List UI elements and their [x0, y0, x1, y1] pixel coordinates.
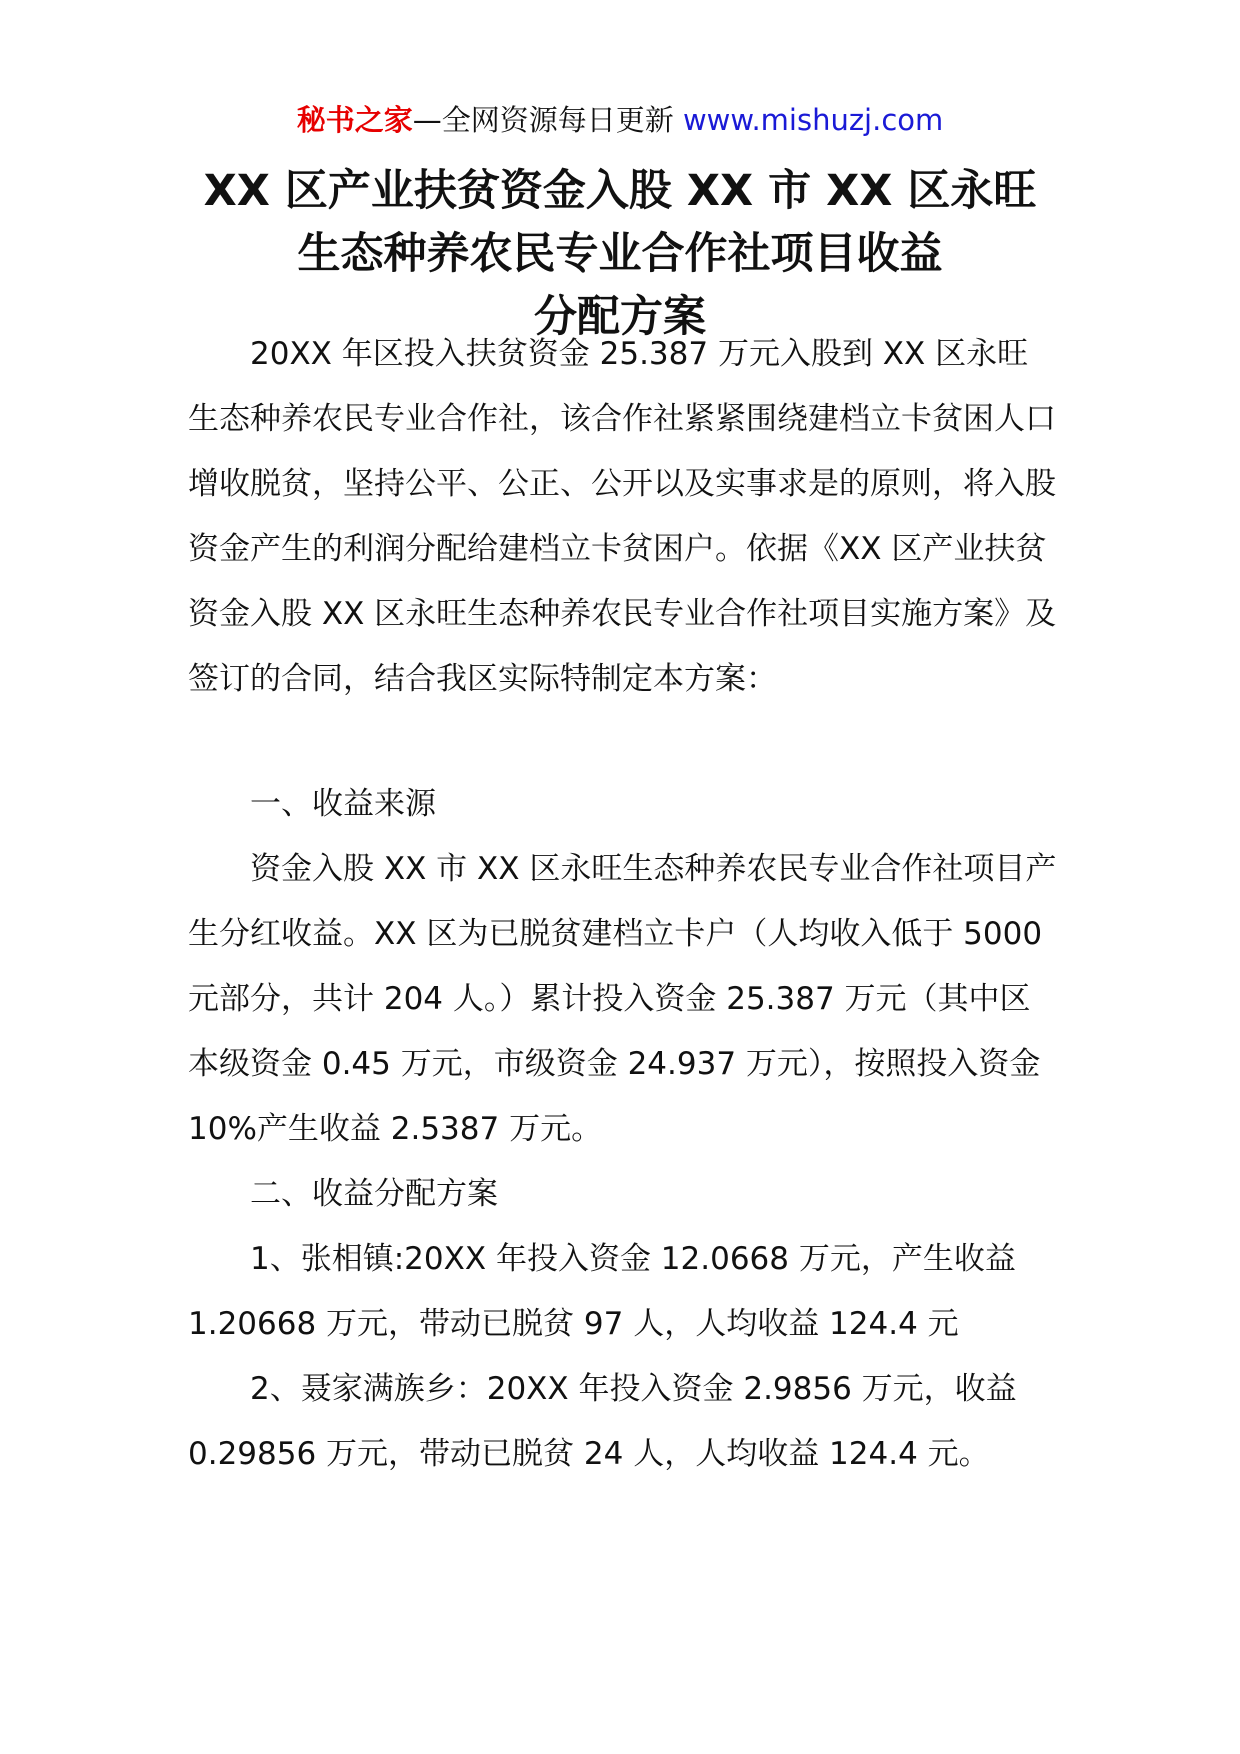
distribution-item-1: 1、张相镇:20XX 年投入资金 12.0668 万元，产生收益 1.20668 万元，带动已脱贫 97 人，人均收益 124.4 元	[188, 1241, 1016, 1342]
site-url-link[interactable]: www.mishuzj.com	[682, 103, 944, 137]
document-body	[188, 322, 1058, 1487]
section-1-heading: 一、收益来源	[250, 786, 436, 822]
section-1-paragraph: 资金入股 XX 市 XX 区永旺生态种养农民专业合作社项目产生分红收益。XX 区为已脱贫建档立卡户（人均收入低于 5000 元部分，共计 204 人。）累计投入资金 25.387 万元（其中区本级资金 0.45 万元，市级资金 24.937 万元），按照投入资金 10%产生收益 2.5387 万元。	[188, 851, 1057, 1147]
document-title	[0, 160, 1240, 349]
section-2-heading: 二、收益分配方案	[250, 1176, 498, 1212]
title-line-3: 分配方案	[534, 292, 706, 342]
site-name: 秘书之家	[296, 103, 413, 137]
title-line-2: 生态种养农民专业合作社项目收益	[297, 229, 943, 279]
distribution-item-2: 2、聂家满族乡：20XX 年投入资金 2.9856 万元，收益 0.29856 万元，带动已脱贫 24 人，人均收益 124.4 元。	[188, 1371, 1017, 1472]
title-line-1: XX 区产业扶贫资金入股 XX 市 XX 区永旺	[203, 166, 1037, 216]
intro-paragraph: 20XX 年区投入扶贫资金 25.387 万元入股到 XX 区永旺生态种养农民专业合作社，该合作社紧紧围绕建档立卡贫困人口增收脱贫，坚持公平、公正、公开以及实事求是的原则，将入股资金产生的利润分配给建档立卡贫困户。依据《XX 区产业扶贫资金入股 XX 区永旺生态种养农民专业合作社项目实施方案》及签订的合同，结合我区实际特制定本方案：	[188, 336, 1057, 697]
site-header	[0, 100, 1240, 140]
site-slogan: —全网资源每日更新	[412, 103, 674, 137]
